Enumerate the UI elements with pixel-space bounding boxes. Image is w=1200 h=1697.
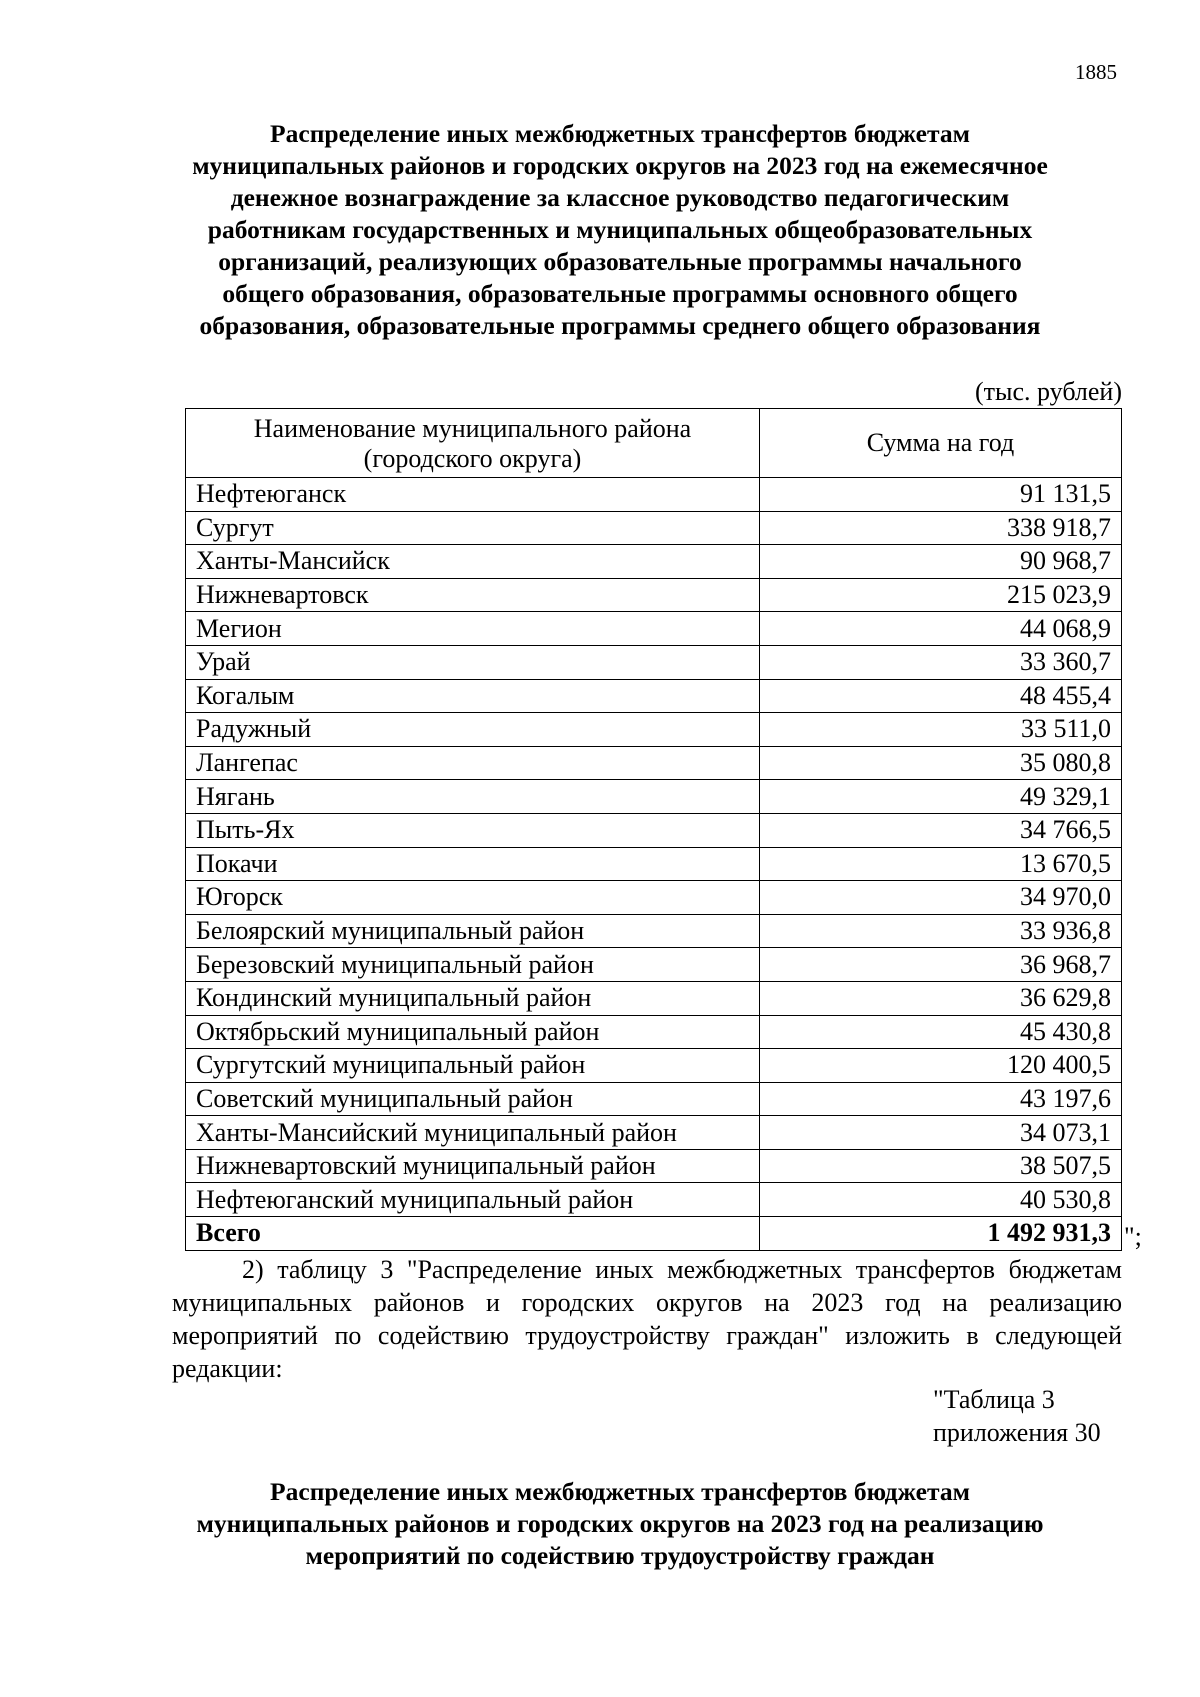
- header-name: [186, 409, 760, 478]
- annual-amount: 43 197,6: [760, 1082, 1122, 1116]
- title-line: муниципальных районов и городских округов на 2023 год на реализацию: [196, 1509, 1044, 1538]
- municipality-name: Ханты-Мансийский муниципальный район: [186, 1116, 760, 1150]
- municipality-name: Югорск: [186, 881, 760, 915]
- table-row: [186, 746, 1122, 780]
- table-row: [186, 1149, 1122, 1183]
- municipality-name: Ханты-Мансийск: [186, 545, 760, 579]
- table-row: [186, 1049, 1122, 1083]
- table-row: [186, 545, 1122, 579]
- header-name-line: Наименование муниципального района: [253, 414, 692, 443]
- annual-amount: 35 080,8: [760, 746, 1122, 780]
- title-line: муниципальных районов и городских округов на 2023 год на ежемесячное: [192, 151, 1048, 180]
- table-row: [186, 780, 1122, 814]
- annual-amount: 33 936,8: [760, 914, 1122, 948]
- municipality-name: Советский муниципальный район: [186, 1082, 760, 1116]
- title-line: Распределение иных межбюджетных трансфертов бюджетам: [270, 1477, 970, 1506]
- municipality-name: Нягань: [186, 780, 760, 814]
- annual-amount: 34 766,5: [760, 813, 1122, 847]
- page-number: 1885: [1075, 60, 1117, 84]
- municipality-name: Нижневартовск: [186, 578, 760, 612]
- title-line: работникам государственных и муниципальных общеобразовательных: [207, 215, 1033, 244]
- table-ref-line: приложения 30: [933, 1418, 1101, 1447]
- amendment-paragraph: [172, 1253, 1122, 1385]
- annual-amount: 120 400,5: [760, 1049, 1122, 1083]
- annual-amount: 338 918,7: [760, 511, 1122, 545]
- annual-amount: 91 131,5: [760, 478, 1122, 512]
- annual-amount: 36 629,8: [760, 981, 1122, 1015]
- municipality-name: Белоярский муниципальный район: [186, 914, 760, 948]
- annual-amount: 90 968,7: [760, 545, 1122, 579]
- municipality-name: Мегион: [186, 612, 760, 646]
- closing-quote: ";: [1124, 1222, 1142, 1251]
- paragraph-line: редакции:: [172, 1354, 283, 1383]
- municipality-name: Сургутский муниципальный район: [186, 1049, 760, 1083]
- table-row: [186, 645, 1122, 679]
- municipality-name: Нефтеюганск: [186, 478, 760, 512]
- municipality-name: Когалым: [186, 679, 760, 713]
- table-row: [186, 1116, 1122, 1150]
- municipality-name: Пыть-Ях: [186, 813, 760, 847]
- municipality-name: Октябрьский муниципальный район: [186, 1015, 760, 1049]
- annual-amount: 45 430,8: [760, 1015, 1122, 1049]
- paragraph-line: мероприятий по содействию трудоустройству граждан" изложить в следующей: [172, 1321, 1122, 1350]
- municipality-name: Нижневартовский муниципальный район: [186, 1149, 760, 1183]
- table-row: [186, 881, 1122, 915]
- table-row: [186, 612, 1122, 646]
- table-ref-line: "Таблица 3: [933, 1385, 1055, 1414]
- municipality-name: Лангепас: [186, 746, 760, 780]
- header-name-line: (городского округа): [363, 444, 582, 473]
- title-line: денежное вознаграждение за классное руководство педагогическим: [230, 183, 1010, 212]
- municipality-name: Урай: [186, 645, 760, 679]
- header-sum: Сумма на год: [760, 409, 1122, 478]
- total-label: Всего: [186, 1217, 760, 1251]
- annual-amount: 215 023,9: [760, 578, 1122, 612]
- table-row: [186, 713, 1122, 747]
- title-line: мероприятий по содействию трудоустройству граждан: [305, 1541, 935, 1570]
- annual-amount: 34 073,1: [760, 1116, 1122, 1150]
- municipality-name: Березовский муниципальный район: [186, 948, 760, 982]
- annual-amount: 38 507,5: [760, 1149, 1122, 1183]
- table-row: [186, 914, 1122, 948]
- table-row: [186, 847, 1122, 881]
- annual-amount: 40 530,8: [760, 1183, 1122, 1217]
- annual-amount: 13 670,5: [760, 847, 1122, 881]
- table-row: [186, 1183, 1122, 1217]
- total-value: 1 492 931,3: [760, 1217, 1122, 1251]
- table-row: [186, 981, 1122, 1015]
- table-header-row: [186, 409, 1122, 478]
- table-row: [186, 478, 1122, 512]
- title-line: общего образования, образовательные программы основного общего: [222, 279, 1018, 308]
- table-reference: [933, 1383, 1101, 1449]
- paragraph-line: 2) таблицу 3 "Распределение иных межбюджетных трансфертов бюджетам: [242, 1255, 1122, 1284]
- annual-amount: 33 360,7: [760, 645, 1122, 679]
- annual-amount: 34 970,0: [760, 881, 1122, 915]
- annual-amount: 33 511,0: [760, 713, 1122, 747]
- municipality-name: Сургут: [186, 511, 760, 545]
- document-title: [150, 118, 1090, 342]
- annual-amount: 49 329,1: [760, 780, 1122, 814]
- annual-amount: 36 968,7: [760, 948, 1122, 982]
- total-row: [186, 1217, 1122, 1251]
- table-row: [186, 1015, 1122, 1049]
- table-row: [186, 679, 1122, 713]
- distribution-table: [185, 408, 1122, 1251]
- table-row: [186, 1082, 1122, 1116]
- table-row: [186, 578, 1122, 612]
- table-row: [186, 813, 1122, 847]
- municipality-name: Нефтеюганский муниципальный район: [186, 1183, 760, 1217]
- title-line: образования, образовательные программы среднего общего образования: [199, 311, 1041, 340]
- table-row: [186, 948, 1122, 982]
- unit-label: (тыс. рублей): [974, 377, 1122, 406]
- paragraph-line: муниципальных районов и городских округов на 2023 год на реализацию: [172, 1288, 1122, 1317]
- title-line: Распределение иных межбюджетных трансфертов бюджетам: [270, 119, 970, 148]
- table-row: [186, 511, 1122, 545]
- annual-amount: 44 068,9: [760, 612, 1122, 646]
- municipality-name: Радужный: [186, 713, 760, 747]
- title-line: организаций, реализующих образовательные программы начального: [218, 247, 1022, 276]
- section-title: [150, 1476, 1090, 1572]
- municipality-name: Кондинский муниципальный район: [186, 981, 760, 1015]
- municipality-name: Покачи: [186, 847, 760, 881]
- annual-amount: 48 455,4: [760, 679, 1122, 713]
